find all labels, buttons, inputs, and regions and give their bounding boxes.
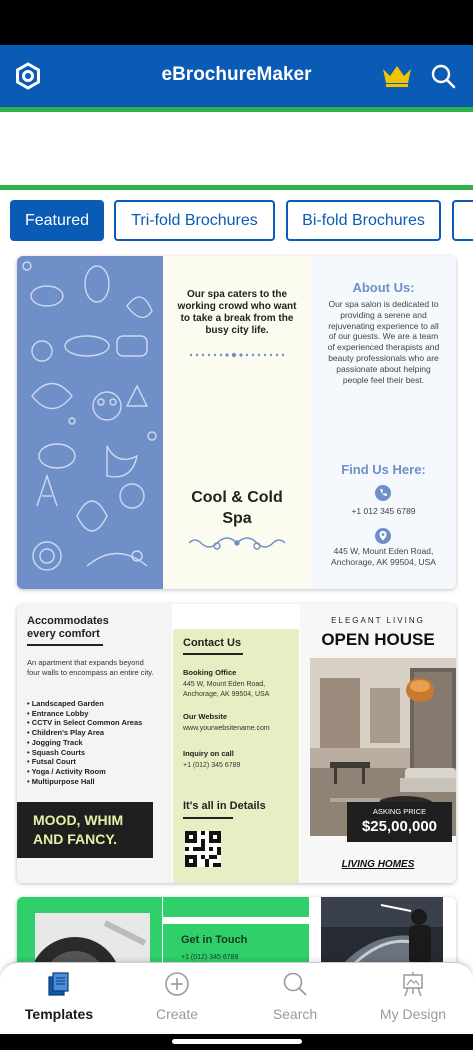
template-card-spa[interactable] xyxy=(17,256,456,589)
find-title: Find Us Here: xyxy=(341,462,426,477)
amenity-item: • Entrance Lobby xyxy=(27,708,89,718)
price-value: $25,00,000 xyxy=(361,818,438,835)
amenity-item: • Children's Play Area xyxy=(27,728,105,738)
add-circle-icon xyxy=(164,971,190,997)
tab-more[interactable] xyxy=(452,200,473,241)
details-title: It's all in Details xyxy=(183,800,266,812)
price-box xyxy=(347,802,452,842)
amenity-item: • CCTV in Select Common Areas xyxy=(27,718,143,728)
house-headline: OPEN HOUSE xyxy=(321,630,435,649)
brand-name: LIVING HOMES xyxy=(341,859,415,870)
house-heading: Accommodates every comfort xyxy=(27,615,109,640)
get-in-touch: Get in Touch xyxy=(181,934,248,946)
slogan-box xyxy=(17,802,153,858)
app-title: eBrochureMaker xyxy=(161,64,312,85)
slogan-text: MOOD, WHIM AND FANCY. xyxy=(33,812,124,847)
spa-pattern-panel xyxy=(17,256,163,589)
nav-my-design-label: My Design xyxy=(379,1006,447,1022)
bottom-navigation xyxy=(0,962,473,1034)
house-middle-panel xyxy=(173,629,299,883)
templates-icon xyxy=(46,971,72,997)
house-eyebrow: ELEGANT LIVING xyxy=(331,616,425,625)
tab-featured[interactable]: Featured xyxy=(10,200,104,241)
spa-intro: Our spa caters to the working crowd who want to take a break from the busy city life. xyxy=(177,289,297,336)
easel-icon xyxy=(400,971,426,997)
phone-icon xyxy=(375,485,391,501)
house-right-panel xyxy=(300,604,456,883)
system-navigation-bar xyxy=(0,1034,473,1050)
spa-name: Cool & Cold Spa xyxy=(191,489,283,527)
amenity-item: • Landscaped Garden xyxy=(27,699,104,708)
price-label: ASKING PRICE xyxy=(372,807,427,816)
crown-icon[interactable] xyxy=(380,63,414,89)
amenities-list xyxy=(27,699,167,786)
search-icon[interactable] xyxy=(430,63,456,89)
spa-phone: +1 012 345 6789 xyxy=(351,506,416,516)
inquiry-label: Inquiry on call xyxy=(183,749,234,758)
car-phone: +1 (012) 345 6789 xyxy=(181,954,239,961)
about-title: About Us: xyxy=(352,280,415,295)
app-bar xyxy=(0,45,473,107)
amenity-item: • Jogging Track xyxy=(27,737,83,747)
ornament-icon xyxy=(187,532,287,554)
contact-title: Contact Us xyxy=(183,637,242,649)
house-left-panel xyxy=(17,604,172,883)
about-text: Our spa salon is dedicated to providing a serene and rejuvenating experience to all of our guests. We are a team of experienced therapists and beauty professionals who are passionate about helping people feel their best. xyxy=(327,299,440,385)
tab-bi-fold[interactable]: Bi-fold Brochures xyxy=(286,200,441,241)
website-label: Our Website xyxy=(183,712,228,721)
search-icon xyxy=(282,971,308,997)
status-bar xyxy=(0,0,473,45)
nav-search-label: Search xyxy=(272,1006,318,1022)
booking-address: 445 W, Mount Eden Road, Anchorage, AK 99504, USA xyxy=(183,681,270,698)
details-underline xyxy=(183,817,233,819)
dotted-divider xyxy=(187,352,287,358)
amenity-item: • Squash Courts xyxy=(27,747,86,757)
nav-create[interactable] xyxy=(118,971,236,1022)
inquiry-phone: +1 (012) 345 6789 xyxy=(183,762,241,769)
amenity-item: • Multipurpose Hall xyxy=(27,776,95,786)
nav-search[interactable] xyxy=(236,971,354,1022)
template-card-open-house[interactable] xyxy=(17,604,456,883)
contact-underline xyxy=(183,653,243,655)
location-pin-icon xyxy=(375,528,391,544)
car-green-band xyxy=(163,897,309,917)
spa-right-panel xyxy=(311,256,456,589)
amenity-item: • Futsal Court xyxy=(27,757,76,767)
spa-address: 445 W, Mount Eden Road, Anchorage, AK 99504, USA xyxy=(331,546,436,567)
amenity-item: • Yoga / Activity Room xyxy=(27,766,106,776)
nav-create-label: Create xyxy=(155,1006,199,1022)
qr-code-icon xyxy=(185,831,221,867)
nav-templates[interactable] xyxy=(0,971,118,1022)
home-gesture-pill[interactable] xyxy=(172,1039,302,1044)
nav-templates-label: Templates xyxy=(24,1006,94,1022)
website-value: www.yourwebsitename.com xyxy=(183,725,270,732)
appbar-accent-line xyxy=(0,107,473,112)
category-tabs xyxy=(0,200,473,242)
house-heading-underline xyxy=(27,644,103,646)
booking-label: Booking Office xyxy=(183,668,237,677)
tab-tri-fold[interactable]: Tri-fold Brochures xyxy=(114,200,275,241)
house-description: An apartment that expands beyond four walls to encompass an entire city. xyxy=(27,658,154,677)
spa-middle-panel xyxy=(163,256,311,589)
nav-my-design[interactable] xyxy=(354,971,472,1022)
banner-accent-line xyxy=(0,185,473,190)
